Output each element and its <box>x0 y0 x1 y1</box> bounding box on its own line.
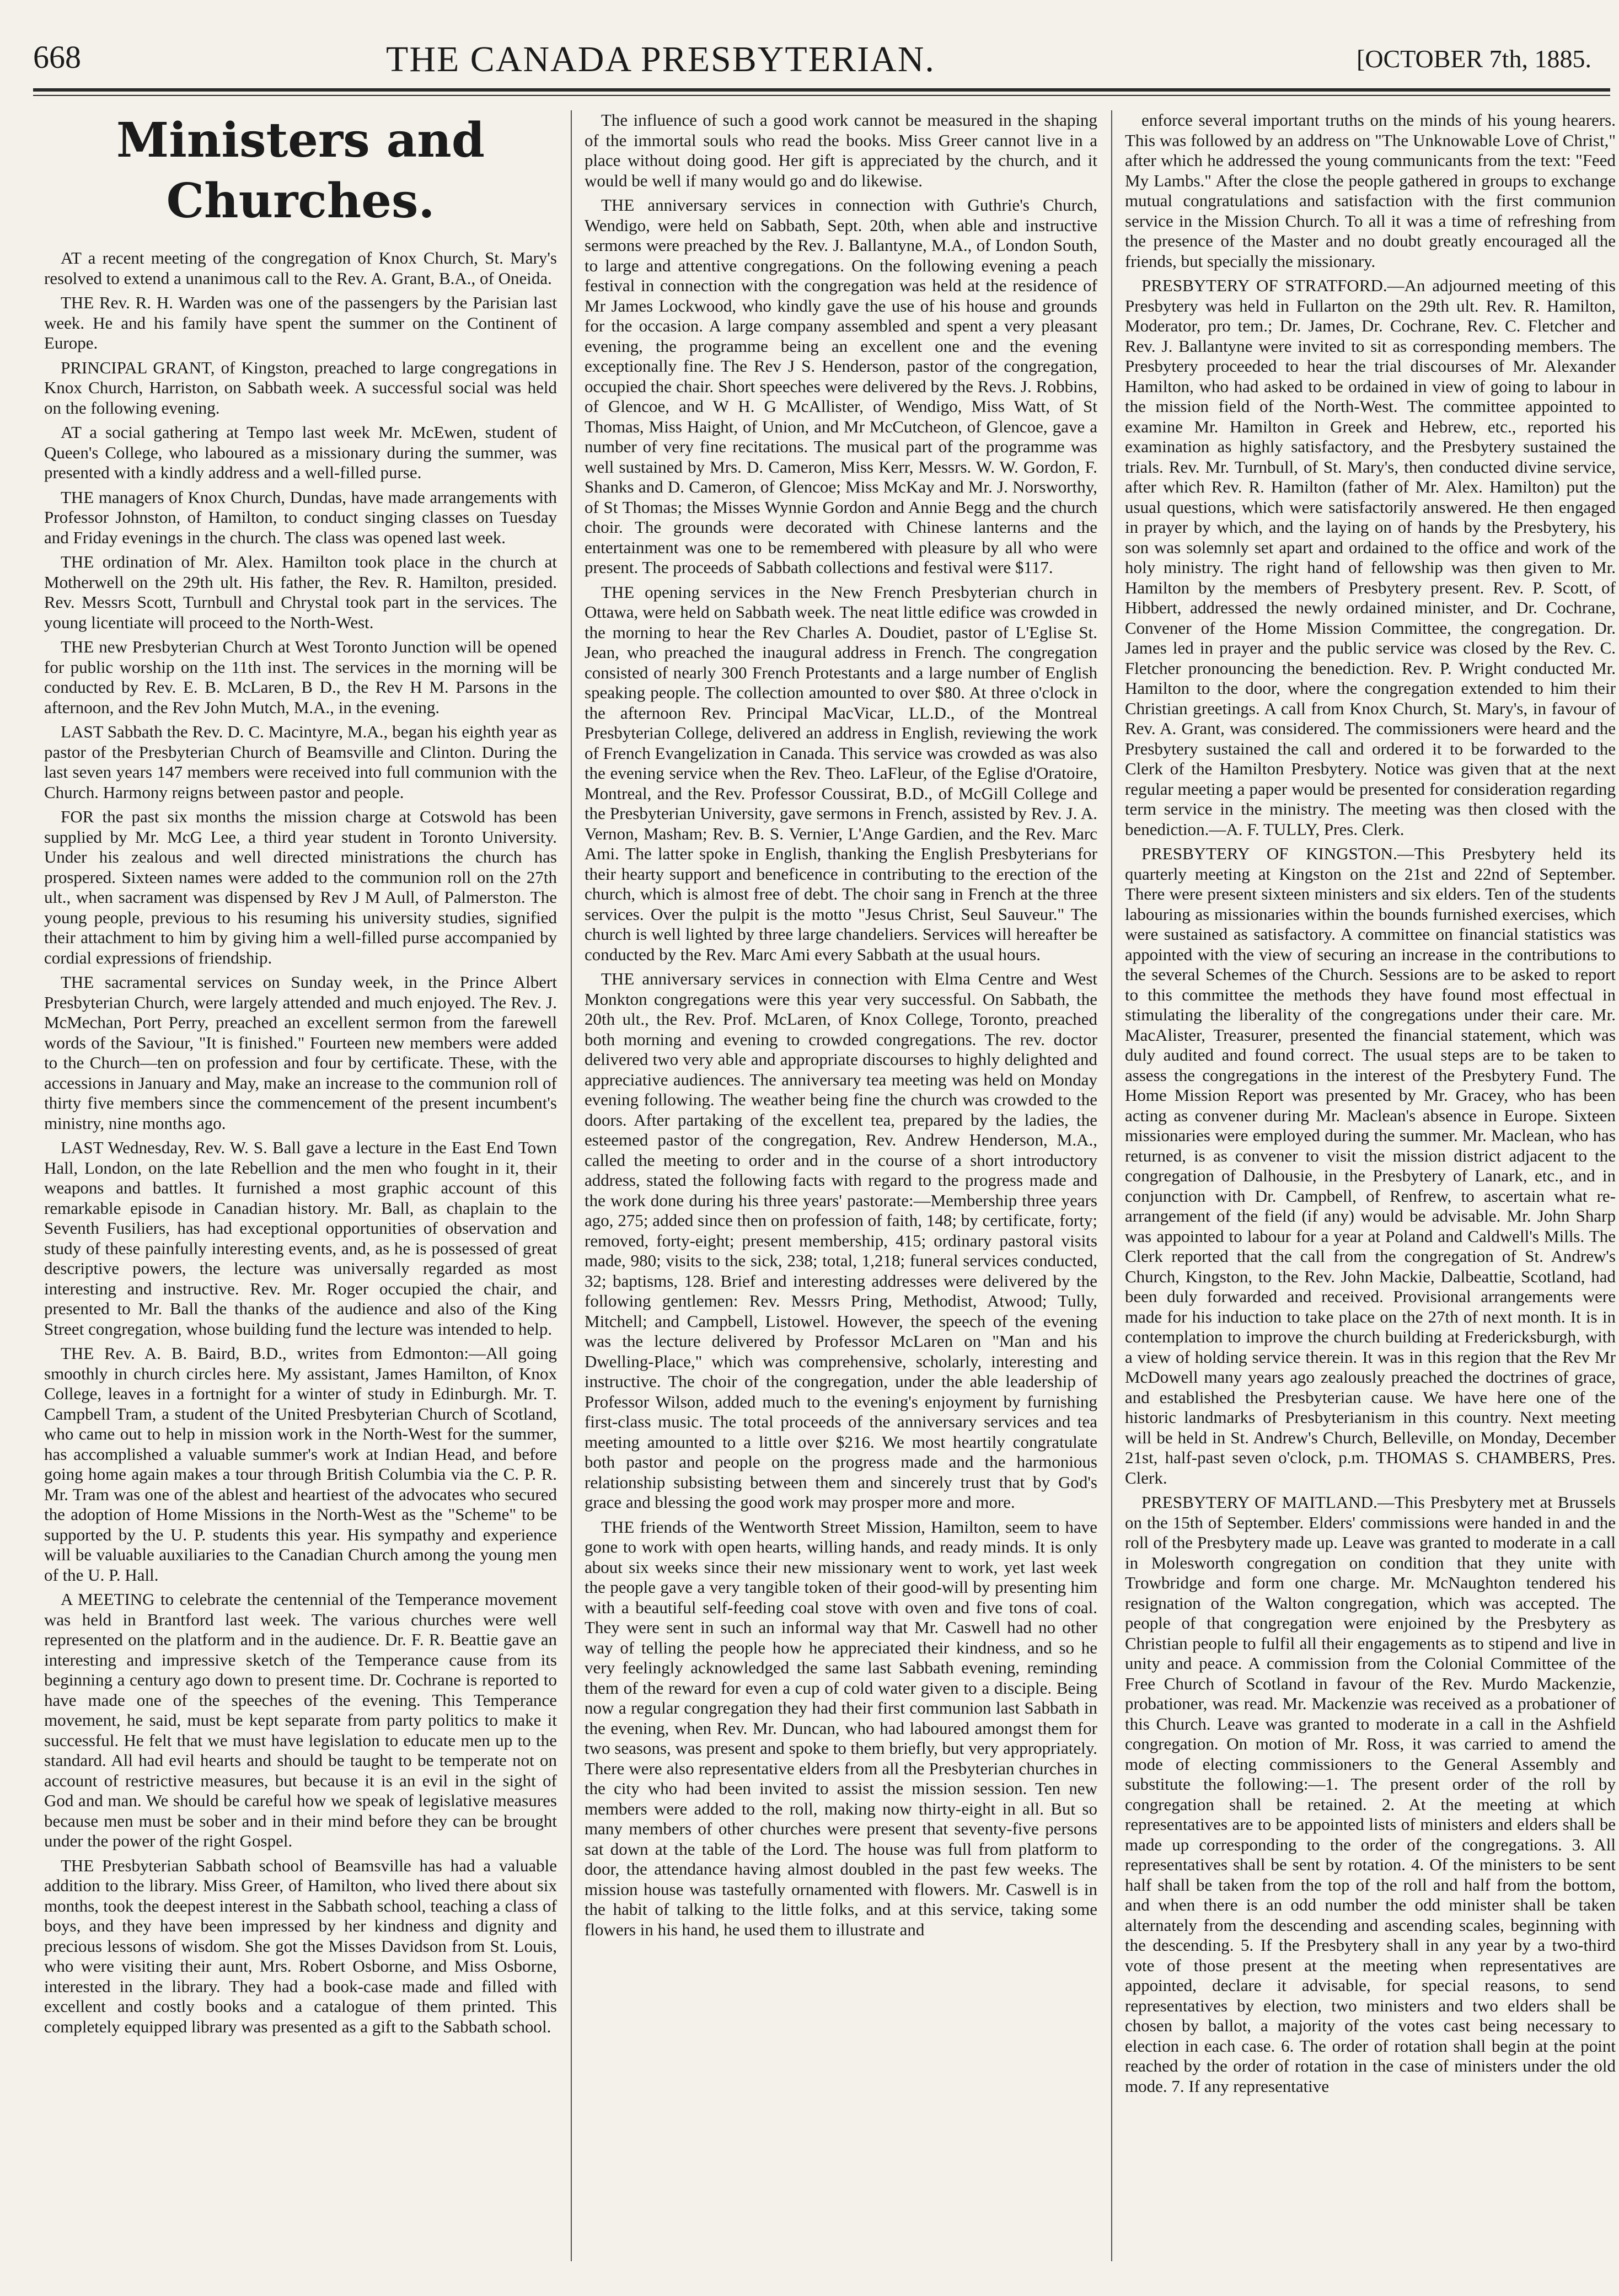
news-paragraph: PRESBYTERY OF MAITLAND.—This Presbytery met at Brussels on the 15th of September. Elders' commissions were handed in and the roll of the Presbytery made up. Leave was granted to moderate in a call in Molesworth congregation on condition that they unite with Trowbridge and form one charge. Mr. McNaughton tendered his resignation of the Walton congregation, which was accepted. The people of that congregation were enjoined by the Presbytery as Christian people to fulfil all their engagements as to stipend and live in unity and peace. A commission from the Colonial Committee of the Free Church of Scotland in favour of the Rev. Murdo Mackenzie, probationer, was read. Mr. Mackenzie was received as a probationer of this Church. Leave was granted to moderate in a call in the Ashfield congregation. On motion of Mr. Ross, it was carried to amend the mode of electing commissioners to the General Assembly and substitute the following:—1. The present order of the roll by congregation shall be retained. 2. At the meeting at which representatives are to be appointed lists of ministers and elders shall be made up corresponding to the order of the congregations. 3. All representatives shall be sent by rotation. 4. Of the ministers to be sent half shall be taken from the top of the roll and half from the bottom, and when there is an odd number the odd minister shall be taken alternately from the descending and ascending scales, beginning with the descending. 5. If the Presbytery shall in any year by a two-third vote of those present at the meeting when representatives are appointed, declare it advisable, for special reasons, to send representatives by election, two ministers and two elders shall be chosen by ballot, a majority of the votes cast being necessary to election in each case. 6. The order of rotation shall begin at the point reached by the order of rotation in the case of ministers under the old mode. 7. If any representative <box>1125 1492 1616 2096</box>
news-paragraph: THE anniversary services in connection with Elma Centre and West Monkton congregations were this year very successful. On Sabbath, the 20th ult., the Rev. Prof. McLaren, of Knox College, Toronto, preached both morning and evening to crowded congregations. The rev. doctor delivered two very able and appropriate discourses to highly delighted and appreciative audiences. The anniversary tea meeting was held on Monday evening following. The weather being fine the church was crowded to the doors. After partaking of the excellent tea, prepared by the ladies, the esteemed pastor of the congregation, Rev. Andrew Henderson, M.A., called the meeting to order and in the course of a short introductory address, stated the following facts with regard to the progress made and the work done during his three years' pastorate:—Membership three years ago, 275; added since then on profession of faith, 148; by certificate, forty; removed, forty-eight; present membership, 415; ordinary pastoral visits made, 980; visits to the sick, 238; total, 1,218; funeral services conducted, 32; baptisms, 128. Brief and interesting addresses were delivered by the following gentlemen: Rev. Messrs Pring, Methodist, Atwood; Tully, Mitchell; and Campbell, Listowel. However, the speech of the evening was the lecture delivered by Professor McLaren on "Man and his Dwelling-Place," which was comprehensive, scholarly, interesting and instructive. The choir of the congregation, under the able leadership of Professor Wilson, added much to the evening's enjoyment by furnishing first-class music. The total proceeds of the anniversary services and tea meeting amounted to a little over $216. We most heartily congratulate both pastor and people on the progress made and the harmonious relationship subsisting between them and sincerely trust that by God's grace and blessing the good work may prosper more and more. <box>585 969 1097 1512</box>
page-number: 668 <box>33 39 81 75</box>
news-paragraph: The influence of such a good work cannot be measured in the shaping of the immortal souls who read the books. Miss Greer cannot live in a place without doing good. Her gift is appreciated by the church, and it would be well if many would go and do likewise. <box>585 110 1097 190</box>
news-paragraph: PRESBYTERY OF STRATFORD.—An adjourned meeting of this Presbytery was held in Fullarton on the 29th ult. Rev. R. Hamilton, Moderator, pro tem.; Dr. James, Dr. Cochrane, Rev. C. Fletcher and Rev. J. Ballantyne were invited to sit as corresponding members. The Presbytery proceeded to hear the trial discourses of Mr. Alexander Hamilton, who had asked to be ordained in view of going to labour in the mission field of the North-West. The committee appointed to examine Mr. Hamilton in Greek and Hebrew, etc., reported his examination as highly satisfactory, and the Presbytery sustained the trials. Rev. Mr. Turnbull, of St. Mary's, then conducted divine service, after which Rev. R. Hamilton (father of Mr. Alex. Hamilton) put the usual questions, which were satisfactorily answered. He then engaged in prayer by which, and the laying on of hands by the Presbytery, his son was solemnly set apart and ordained to the office and work of the holy ministry. The right hand of fellowship was then given to Mr. Hamilton by the members of Presbytery present. Rev. P. Scott, of Hibbert, addressed the newly ordained minister, and Dr. Cochrane, Convener of the Home Mission Committee, the congregation. Dr. James led in prayer and the public service was closed by the Rev. C. Fletcher pronouncing the benediction. Rev. P. Wright conducted Mr. Hamilton to the door, where the congregation extended to him their Christian greetings. A call from Knox Church, St. Mary's, in favour of Rev. A. Grant, was considered. The commissioners were heard and the Presbytery sustained the call and ordered it to be forwarded to the Clerk of the Hamilton Presbytery. Notice was given that at the next regular meeting a paper would be presented for consideration regarding term service in the ministry. The meeting was then closed with the benediction.—A. F. TULLY, Pres. Clerk. <box>1125 276 1616 839</box>
news-paragraph: AT a recent meeting of the congregation of Knox Church, St. Mary's resolved to extend a unanimous call to the Rev. A. Grant, B.A., of Oneida. <box>44 248 557 288</box>
column-1 <box>44 110 557 2261</box>
masthead-title: THE CANADA PRESBYTERIAN. <box>386 39 935 79</box>
news-paragraph: LAST Wednesday, Rev. W. S. Ball gave a lecture in the East End Town Hall, London, on the late Rebellion and the men who fought in it, their weapons and battles. It furnished a most graphic account of this remarkable episode in Canadian history. Mr. Ball, as chaplain to the Seventh Fusiliers, has had exceptional opportunities of observation and study of these painfully interesting events, and, as he is possessed of great descriptive powers, the lecture was universally regarded as most interesting and instructive. Rev. Mr. Roger occupied the chair, and presented to Mr. Ball the thanks of the audience and also of the King Street congregation, whose building fund the lecture was intended to help. <box>44 1138 557 1339</box>
issue-date: [OCTOBER 7th, 1885. <box>1357 45 1591 73</box>
news-paragraph: THE anniversary services in connection with Guthrie's Church, Wendigo, were held on Sabbath, Sept. 20th, when able and instructive sermons were preached by the Rev. J. Ballantyne, M.A., of London South, to large and attentive congregations. On the following evening a peach festival in connection with the congregation was held at the residence of Mr James Lockwood, who kindly gave the use of his house and grounds for the occasion. A large company assembled and spent a very pleasant evening, the programme being an excellent one and the evening exceptionally fine. The Rev J S. Henderson, pastor of the congregation, occupied the chair. Short speeches were delivered by the Revs. J. Robbins, of Glencoe, and W H. G McAllister, of Wendigo, Miss Watt, of St Thomas, Miss Haight, of Union, and Mr McCutcheon, of Glencoe, gave a number of very fine recitations. The musical part of the programme was well sustained by Mrs. D. Cameron, Miss Kerr, Messrs. W. W. Gordon, F. Shanks and D. Cameron, of Glencoe; Miss McKay and Mr. J. Norsworthy, of St Thomas; the Misses Wynnie Gordon and Annie Begg and the church choir. The grounds were decorated with Chinese lanterns and the entertainment was one to be remembered with pleasure by all who were present. The proceeds of Sabbath collections and festival were $117. <box>585 195 1097 577</box>
news-paragraph: THE new Presbyterian Church at West Toronto Junction will be opened for public worship on the 11th inst. The services in the morning will be conducted by Rev. E. B. McLaren, B D., the Rev H M. Parsons in the afternoon, and the Rev John Mutch, M.A., in the evening. <box>44 637 557 717</box>
news-paragraph: THE friends of the Wentworth Street Mission, Hamilton, seem to have gone to work with open hearts, willing hands, and ready minds. It is only about six weeks since their new missionary went to work, yet last week the people gave a very tangible token of their good-will by presenting him with a beautiful self-feeding coal stove with oven and five tons of coal. They were sent in such an informal way that Mr. Caswell had no other way of telling the people how he appreciated their kindness, and so he very feelingly acknowledged the same last Sabbath evening, reminding them of the reward for even a cup of cold water given to a disciple. Being now a regular congregation they had their first communion last Sabbath in the evening, when Rev. Mr. Duncan, who had laboured amongst them for two seasons, was present and spoke to them briefly, but very appropriately. There were also representative elders from all the Presbyterian churches in the city who had been invited to assist the mission session. Ten new members were added to the roll, making now thirty-eight in all. But so many members of other churches were present that seventy-five persons sat down at the table of the Lord. The house was full from platform to door, the attendance having almost doubled in the past few weeks. The mission house was tastefully ornamented with flowers. Mr. Caswell is in the habit of talking to the little folks, and at this service, taking some flowers in his hand, he used them to illustrate and <box>585 1517 1097 1939</box>
section-title: Ministers and Churches. <box>116 113 485 229</box>
news-paragraph: THE managers of Knox Church, Dundas, have made arrangements with Professor Johnston, of Hamilton, to conduct singing classes on Tuesday and Friday evenings in the church. The class was opened last week. <box>44 487 557 547</box>
news-paragraph: PRESBYTERY OF KINGSTON.—This Presbytery held its quarterly meeting at Kingston on the 21st and 22nd of September. There were present sixteen ministers and six elders. Ten of the students labouring as missionaries within the bounds furnished exercises, which were sustained as satisfactory. A committee on financial statistics was appointed with the view of securing an increase in the contributions to the several Schemes of the Church. Sessions are to be asked to report to this committee the methods they have found most effectual in stimulating the liberality of the congregations under their care. Mr. MacAlister, Treasurer, presented the financial statement, which was duly audited and found correct. The usual steps are to be taken to assess the congregations in the interest of the Presbytery Fund. The Home Mission Report was presented by Mr. Gracey, who has been acting as convener during Mr. Maclean's absence in Europe. Sixteen missionaries were employed during the summer. Mr. Maclean, who has returned, is as convener to visit the mission district adjacent to the congregation of Dalhousie, in the Presbytery of Lanark, etc., and in conjunction with Dr. Campbell, of Renfrew, to ascertain what re-arrangement of the field (if any) would be advisable. Mr. John Sharp was appointed to labour for a year at Poland and Caldwell's Mills. The Clerk reported that the call from the congregation of St. Andrew's Church, Kingston, to the Rev. John Mackie, Dalbeattie, Scotland, had been duly forwarded and received. Provisional arrangements were made for his induction to take place on the 27th of next month. It is in contemplation to improve the church building at Fredericksburgh, with a view of holding service therein. It was in this region that the Rev Mr McDowell many years ago zealously preached the doctrines of grace, and established the Presbyterian cause. We have here one of the historic landmarks of Presbyterianism in this country. Next meeting will be held in St. Andrew's Church, Belleville, on Monday, December 21st, half-past seven o'clock, p.m. THOMAS S. CHAMBERS, Pres. Clerk. <box>1125 844 1616 1487</box>
column-divider <box>571 110 572 2261</box>
column-divider <box>1111 110 1112 2261</box>
header-rule-thick <box>33 88 1610 92</box>
news-paragraph: THE opening services in the New French Presbyterian church in Ottawa, were held on Sabbath week. The neat little edifice was crowded in the morning to hear the Rev Charles A. Doudiet, pastor of L'Eglise St. Jean, who preached the inaugural address in French. The congregation consisted of nearly 300 French Protestants and a large number of English speaking people. The collection amounted to over $80. At three o'clock in the afternoon Rev. Principal MacVicar, LL.D., of the Montreal Presbyterian College, delivered an address in English, reviewing the work of French Evangelization in Canada. This service was crowded as was also the evening service when the Rev. Theo. LaFleur, of the Eglise d'Oratoire, Montreal, and the Rev. Professor Coussirat, B.D., of McGill College and the Presbyterian University, gave sermons in French, assisted by Rev. J. A. Vernon, Masham; Rev. B. S. Vernier, L'Ange Gardien, and the Rev. Marc Ami. The latter spoke in English, thanking the English Presbyterians for their hearty support and beneficence in contributing to the erection of the church, which is almost free of debt. The choir sang in French at the three services. Over the pulpit is the motto "Jesus Christ, Seul Sauveur." The church is well lighted by three large chandeliers. Services will hereafter be conducted by the Rev. Marc Ami every Sabbath at the usual hours. <box>585 582 1097 964</box>
news-paragraph: enforce several important truths on the minds of his young hearers. This was followed by an address on "The Unknowable Love of Christ," after which he addressed the young communicants from the text: "Feed My Lambs." After the close the people gathered in groups to exchange mutual congratulations and satisfaction with the first communion service in the Mission Church. To all it was a time of refreshing from the presence of the Master and no doubt greatly encouraged all the friends, but specially the missionary. <box>1125 110 1616 271</box>
news-paragraph: THE Presbyterian Sabbath school of Beamsville has had a valuable addition to the library. Miss Greer, of Hamilton, who lived there about six months, took the deepest interest in the Sabbath school, teaching a class of boys, and they have been impressed by her kindness and dignity and precious lessons of wisdom. She got the Misses Davidson from St. Louis, who were visiting their aunt, Mrs. Robert Osborne, and Miss Osborne, interested in the library. They had a book-case made and filled with excellent and costly books and a catalogue of them printed. This completely equipped library was presented as a gift to the Sabbath school. <box>44 1855 557 2036</box>
header-rule-thin <box>33 95 1610 96</box>
news-paragraph: THE Rev. A. B. Baird, B.D., writes from Edmonton:—All going smoothly in church circles here. My assistant, James Hamilton, of Knox College, leaves in a fortnight for a winter of study in Edinburgh. Mr. T. Campbell Tram, a student of the United Presbyterian Church of Scotland, who came out to help in mission work in the North-West for the summer, has accomplished a valuable summer's work at Indian Head, and before going home again makes a tour through British Columbia via the C. P. R. Mr. Tram was one of the ablest and heartiest of the advocates who secured the adoption of Home Missions in the North-West as the "Scheme" to be supported by the U. P. students this year. His sympathy and experience will be valuable auxiliaries to the Canadian Church among the young men of the U. P. Hall. <box>44 1344 557 1585</box>
column-3 <box>1125 110 1616 2261</box>
page-header <box>33 39 1616 94</box>
news-paragraph: PRINCIPAL GRANT, of Kingston, preached to large congregations in Knox Church, Harriston, on Sabbath week. A successful social was held on the following evening. <box>44 357 557 418</box>
news-paragraph: THE Rev. R. H. Warden was one of the passengers by the Parisian last week. He and his family have spent the summer on the Continent of Europe. <box>44 293 557 352</box>
news-paragraph: FOR the past six months the mission charge at Cotswold has been supplied by Mr. McG Lee, a third year student in Toronto University. Under his zealous and well directed ministrations the church has prospered. Sixteen names were added to the communion roll on the 27th ult., when sacrament was dispensed by Rev J M Aull, of Palmerston. The young people, previous to his resuming his university studies, signified their attachment to him by giving him a well-filled purse accompanied by cordial expressions of friendship. <box>44 807 557 967</box>
news-paragraph: THE sacramental services on Sunday week, in the Prince Albert Presbyterian Church, were largely attended and much enjoyed. The Rev. J. McMechan, Port Perry, preached an excellent sermon from the farewell words of the Saviour, "It is finished." Fourteen new members were added to the Church—ten on profession and four by certificate. These, with the accessions in January and May, make an increase to the communion roll of thirty five members since the commencement of the present incumbent's ministry, nine months ago. <box>44 972 557 1133</box>
news-paragraph: A MEETING to celebrate the centennial of the Temperance movement was held in Brantford last week. The various churches were well represented on the platform and in the audience. Dr. F. R. Beattie gave an interesting and impressive sketch of the Temperance cause from its beginning a century ago down to present time. Dr. Cochrane is reported to have made one of the speeches of the evening. This Temperance movement, he said, must be kept separate from party politics to make it successful. He felt that we must have legislation to educate men up to the standard. All had evil hearts and should be taught to be temperate not on account of restrictive measures, but because it is an evil in the sight of God and man. We should be careful how we speak of legislative measures because men must be sober and in their mind before they can be brought under the power of the right Gospel. <box>44 1589 557 1850</box>
news-paragraph: LAST Sabbath the Rev. D. C. Macintyre, M.A., began his eighth year as pastor of the Presbyterian Church of Beamsville and Clinton. During the last seven years 147 members were received into full communion with the Church. Harmony reigns between pastor and people. <box>44 722 557 802</box>
news-paragraph: AT a social gathering at Tempo last week Mr. McEwen, student of Queen's College, who laboured as a missionary during the summer, was presented with a kindly address and a well-filled purse. <box>44 422 557 482</box>
column-2 <box>585 110 1097 2261</box>
news-paragraph: THE ordination of Mr. Alex. Hamilton took place in the church at Motherwell on the 29th ult. His father, the Rev. R. Hamilton, presided. Rev. Messrs Scott, Turnbull and Chrystal took part in the services. The young licentiate will proceed to the North-West. <box>44 552 557 632</box>
